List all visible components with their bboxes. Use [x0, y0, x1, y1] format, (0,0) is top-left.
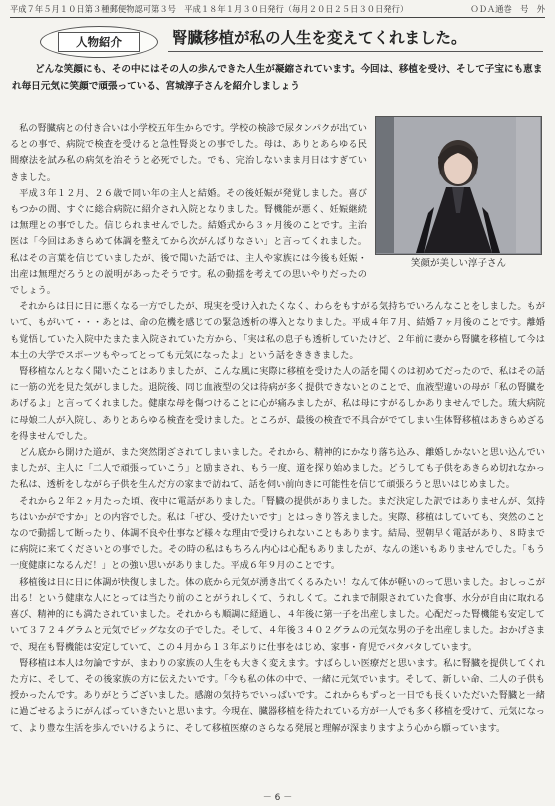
header-issue: ＯＤＡ通巻 号 外 — [470, 4, 545, 14]
article-body — [10, 121, 545, 737]
section-badge — [40, 26, 158, 58]
page-header — [10, 2, 545, 16]
paragraph-8: 腎移植は本人は勿論ですが、まわりの家族の人生をも大きく変えます。すばらしい医療だと思います。私に腎臓を提供してくれた方に、そして、その後家族の方に伝えたいです。「今も私の体の中で、一緒に元気でいます。そして、新しい命、二人の子供も授かったんです。ありがとうございました。感謝の気持ちでいっぱいです。これからもずっと一日でも長くいただいた腎臓と一緒に過ごせるようにがんばっていきたいと思います。今現在、臓器移植を待たれている方が一人でも多く移植を受けて、元気になって、より豊な生活を歩んでいけるように、そして移植医療のさらなる発展と理解が深まりますよう心から願っています。 — [10, 657, 545, 734]
paragraph-1: 私の腎臓病との付き合いは小学校五年生からです。学校の検診で尿タンパクが出ているとの事で、病院で検査を受けると急性腎炎との事でした。母は、ありとあらゆる民間療法を試み私の病気を治そうと必死でした。でも、完治しないまま月日はすぎていきました。 — [10, 123, 367, 183]
paragraph-2: 平成３年１２月、２６歳で同い年の主人と結婚。その後妊娠が発覚しました。喜びもつかの間、すぐに総合病院に紹介され入院となりました。腎機能が悪く、妊娠継続は無理との事でした。信じられませんでした。結婚式から３ヶ月後のことです。主治医は「今回はあきらめて体調を整えてから次がんばりなさい」と言ってくれました。私はその言葉を信じていましたが、後で聞いた話では、主人や家族には今後も妊娠・出産は無理だろうとの説明があったそうです。私の動揺を考えての思いやりだったのでしょう。 — [10, 187, 367, 297]
lead-text — [12, 61, 547, 95]
paragraph-5: どん底から開けた道が、また突然閉ざされてしまいました。それから、精神的にかなり落ち込み、離婚しかないと思い込んでいましたが、主人に「二人で頑張っていこう」と励まされ、もう一度、道を探り始めました。どうしても子供をあきらめ切れなかった私は、透析をしながら子供を生んだ方の家まで訪ねて、話を伺い前向きに可能性を信じて頑張ろうと思いはじめました。 — [10, 447, 545, 491]
page-number: － 6 － — [262, 793, 293, 803]
article-title: 腎臓移植が私の人生を変えてくれました。 — [172, 29, 467, 47]
header-rule — [10, 17, 545, 18]
paragraph-6: それから２年２ヶ月たった頃、夜中に電話がありました。「腎臓の提供がありました。まだ決定した訳ではありませんが、気持ちはいかがですか」との内容でした。私は「ぜひ、受けたいです」とはっきり答えました。実際、移植はしていても、突然のことなので動揺して断ったり、体調不良や仕事など様々な理由で受けられないこともあります。結局、翌朝早く電話があり、８時までに病院に来てくださいとの事でした。その時の私はもちろん内心は心配もありましたが、なんの迷いもありませんでした。「もう一度健康になるんだ！」との強い思いがありました。平成６年９月のことです。 — [10, 495, 545, 572]
photo-space — [367, 121, 545, 287]
paragraph-7: 移植後は日に日に体調が快復しました。体の底から元気が湧き出てくるみたい！なんて体が軽いのって思いました。おしっこが出る！という健康な人にとっては当たり前のことがうれしくて、うれしくて。これまで制限されていた食事、水分が自由に取れる喜び、精神的にも満たされていました。それからも順調に経過し、４年後に第一子を出産しました。心配だった腎機能も安定していて３７２４グラムと元気でビッグな女の子でした。そして、４年後３４０２グラムの元気な男の子を出産しました。おかげさまで、現在も腎機能は安定していて、この４月から１３年ぶりに仕事をはじめ、家事・育児でバタバタしています。 — [10, 576, 545, 653]
header-publication-info: 平成７年５月１０日第３種郵便物認可第３号 平成１８年１月３０日発行（毎月２０日２５日３０日発行） — [10, 4, 409, 14]
title-rule — [168, 51, 543, 52]
lead-paragraph: どんな笑顔にも、その中にはその人の歩んできた人生が凝縮されています。今回は、移植を受け、そして子宝にも恵まれ毎日元気に笑顔で頑張っている、宮城淳子さんを紹介しましょう — [12, 64, 543, 92]
photo-caption: 笑顔が美しい淳子さん — [410, 258, 506, 269]
badge-label: 人物紹介 — [58, 32, 140, 52]
paragraph-4: 腎移植なんとなく聞いたことはありましたが、こんな風に実際に移植を受けた人の話を聞くのは初めてだったので、私はその話に一筋の光を見た気がしました。退院後、同じ血液型の父は待病が多く提供できないとのことで、血液型違いの母が「私の腎臓をあげるよ」と言ってくれました。健康な母を傷つけることに心が痛みましたが、私は母にすがるしかありませんでした。琉大病院に母娘二人が入院し、ありとあらゆる検査を受けました。ところが、最後の検査で不具合がでてしまい生体腎移植はあきらめざるを得ませんでした。 — [10, 366, 545, 442]
paragraph-3: それからは日に日に悪くなる一方でしたが、現実を受け入れたくなく、わらをもすがる気持ちでいろんなことをしました。もがいて、もがいて・・・あとは、命の危機を感じての緊急透析の導入となりました。平成４年７月、結婚７ヶ月後のことです。離婚も覚悟していた入院中たまたま入院されていた方から、「実は私の息子も透析していたけど、２年前に妻から腎臓を移植して今は本土の大学でスポーツもやってとっても元気になったよ」という話をきききました。 — [10, 301, 545, 361]
